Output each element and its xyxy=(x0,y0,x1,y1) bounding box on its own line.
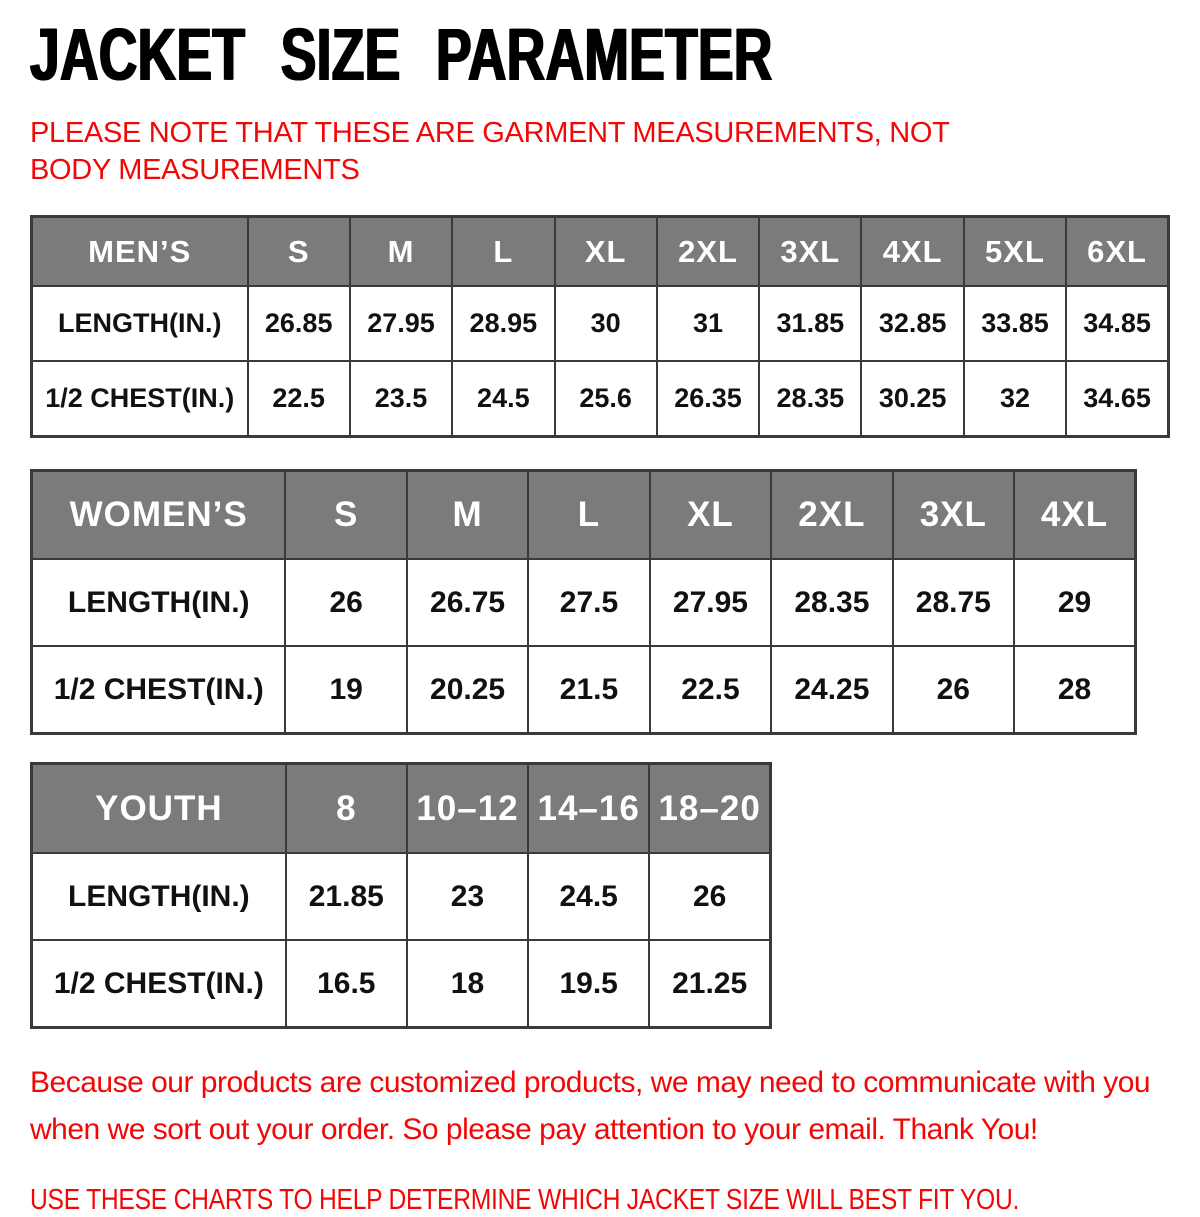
measurement-value-cell: 19.5 xyxy=(528,940,649,1027)
measurement-row xyxy=(32,361,1169,436)
measurement-value-cell: 27.95 xyxy=(350,286,452,361)
measurement-value-cell: 32 xyxy=(964,361,1066,436)
measurement-value-cell: 27.95 xyxy=(650,559,771,646)
row-label-cell: LENGTH(IN.) xyxy=(32,286,248,361)
measurement-row xyxy=(32,559,1136,646)
measurement-value-cell: 33.85 xyxy=(964,286,1066,361)
measurement-value-cell: 30 xyxy=(555,286,657,361)
mens-size-table xyxy=(30,215,1170,438)
row-label-cell: 1/2 CHEST(IN.) xyxy=(32,646,286,733)
measurement-value-cell: 27.5 xyxy=(528,559,649,646)
measurement-value-cell: 26 xyxy=(893,646,1014,733)
womens-size-table xyxy=(30,469,1137,735)
measurement-value-cell: 31.85 xyxy=(759,286,861,361)
measurement-value-cell: 26 xyxy=(649,853,770,940)
customization-notice: Because our products are customized products, we may need to communicate with you when we sort out your order. So please pay attention to your email. Thank You! xyxy=(30,1065,1151,1147)
size-header-cell: 3XL xyxy=(759,216,861,286)
size-header-cell: 18–20 xyxy=(649,763,770,853)
measurement-value-cell: 28.95 xyxy=(452,286,554,361)
measurement-row xyxy=(32,940,771,1027)
size-header-cell: 2XL xyxy=(771,470,892,559)
measurement-value-cell: 21.5 xyxy=(528,646,649,733)
youth-size-table xyxy=(30,762,772,1029)
measurement-value-cell: 25.6 xyxy=(555,361,657,436)
measurement-value-cell: 19 xyxy=(285,646,406,733)
size-header-cell: L xyxy=(452,216,554,286)
measurement-value-cell: 21.85 xyxy=(286,853,407,940)
size-header-cell: L xyxy=(528,470,649,559)
measurement-value-cell: 23 xyxy=(407,853,528,940)
size-chart-page xyxy=(0,13,1200,1217)
row-label-cell: 1/2 CHEST(IN.) xyxy=(32,361,248,436)
group-header-cell: MEN’S xyxy=(32,216,248,286)
size-header-cell: 10–12 xyxy=(407,763,528,853)
measurement-row xyxy=(32,853,771,940)
measurement-value-cell: 28 xyxy=(1014,646,1135,733)
size-header-cell: 2XL xyxy=(657,216,759,286)
size-header-cell: 8 xyxy=(286,763,407,853)
measurement-row xyxy=(32,286,1169,361)
fit-instruction: USE THESE CHARTS TO HELP DETERMINE WHICH JACKET SIZE WILL BEST FIT YOU. xyxy=(30,1183,1020,1216)
measurement-value-cell: 21.25 xyxy=(649,940,770,1027)
measurement-value-cell: 24.25 xyxy=(771,646,892,733)
size-header-cell: S xyxy=(285,470,406,559)
size-header-cell: 6XL xyxy=(1066,216,1168,286)
page-title-text: JACKET SIZE PARAMETER xyxy=(30,13,773,96)
size-header-cell: M xyxy=(407,470,528,559)
measurement-value-cell: 34.85 xyxy=(1066,286,1168,361)
garment-measurement-note: PLEASE NOTE THAT THESE ARE GARMENT MEASUREMENTS, NOT BODY MEASUREMENTS xyxy=(30,116,950,186)
size-header-cell: 4XL xyxy=(1014,470,1135,559)
size-header-cell: 4XL xyxy=(861,216,963,286)
size-header-cell: 14–16 xyxy=(528,763,649,853)
measurement-value-cell: 22.5 xyxy=(248,361,350,436)
size-header-cell: M xyxy=(350,216,452,286)
measurement-value-cell: 28.75 xyxy=(893,559,1014,646)
group-header-cell: YOUTH xyxy=(32,763,286,853)
measurement-value-cell: 23.5 xyxy=(350,361,452,436)
measurement-value-cell: 30.25 xyxy=(861,361,963,436)
measurement-value-cell: 32.85 xyxy=(861,286,963,361)
size-header-row xyxy=(32,470,1136,559)
size-header-row xyxy=(32,216,1169,286)
measurement-value-cell: 29 xyxy=(1014,559,1135,646)
row-label-cell: LENGTH(IN.) xyxy=(32,559,286,646)
size-header-cell: XL xyxy=(555,216,657,286)
measurement-value-cell: 26.75 xyxy=(407,559,528,646)
measurement-value-cell: 26 xyxy=(285,559,406,646)
measurement-value-cell: 22.5 xyxy=(650,646,771,733)
measurement-value-cell: 26.85 xyxy=(248,286,350,361)
measurement-value-cell: 16.5 xyxy=(286,940,407,1027)
measurement-value-cell: 34.65 xyxy=(1066,361,1168,436)
size-header-row xyxy=(32,763,771,853)
size-tables-section xyxy=(30,215,1170,1029)
measurement-row xyxy=(32,646,1136,733)
size-header-cell: 3XL xyxy=(893,470,1014,559)
measurement-value-cell: 18 xyxy=(407,940,528,1027)
measurement-value-cell: 24.5 xyxy=(528,853,649,940)
size-header-cell: S xyxy=(248,216,350,286)
measurement-value-cell: 31 xyxy=(657,286,759,361)
measurement-value-cell: 24.5 xyxy=(452,361,554,436)
size-header-cell: XL xyxy=(650,470,771,559)
measurement-value-cell: 20.25 xyxy=(407,646,528,733)
measurement-value-cell: 28.35 xyxy=(759,361,861,436)
page-title xyxy=(30,13,1170,96)
measurement-value-cell: 26.35 xyxy=(657,361,759,436)
row-label-cell: 1/2 CHEST(IN.) xyxy=(32,940,286,1027)
group-header-cell: WOMEN’S xyxy=(32,470,286,559)
measurement-value-cell: 28.35 xyxy=(771,559,892,646)
size-header-cell: 5XL xyxy=(964,216,1066,286)
row-label-cell: LENGTH(IN.) xyxy=(32,853,286,940)
